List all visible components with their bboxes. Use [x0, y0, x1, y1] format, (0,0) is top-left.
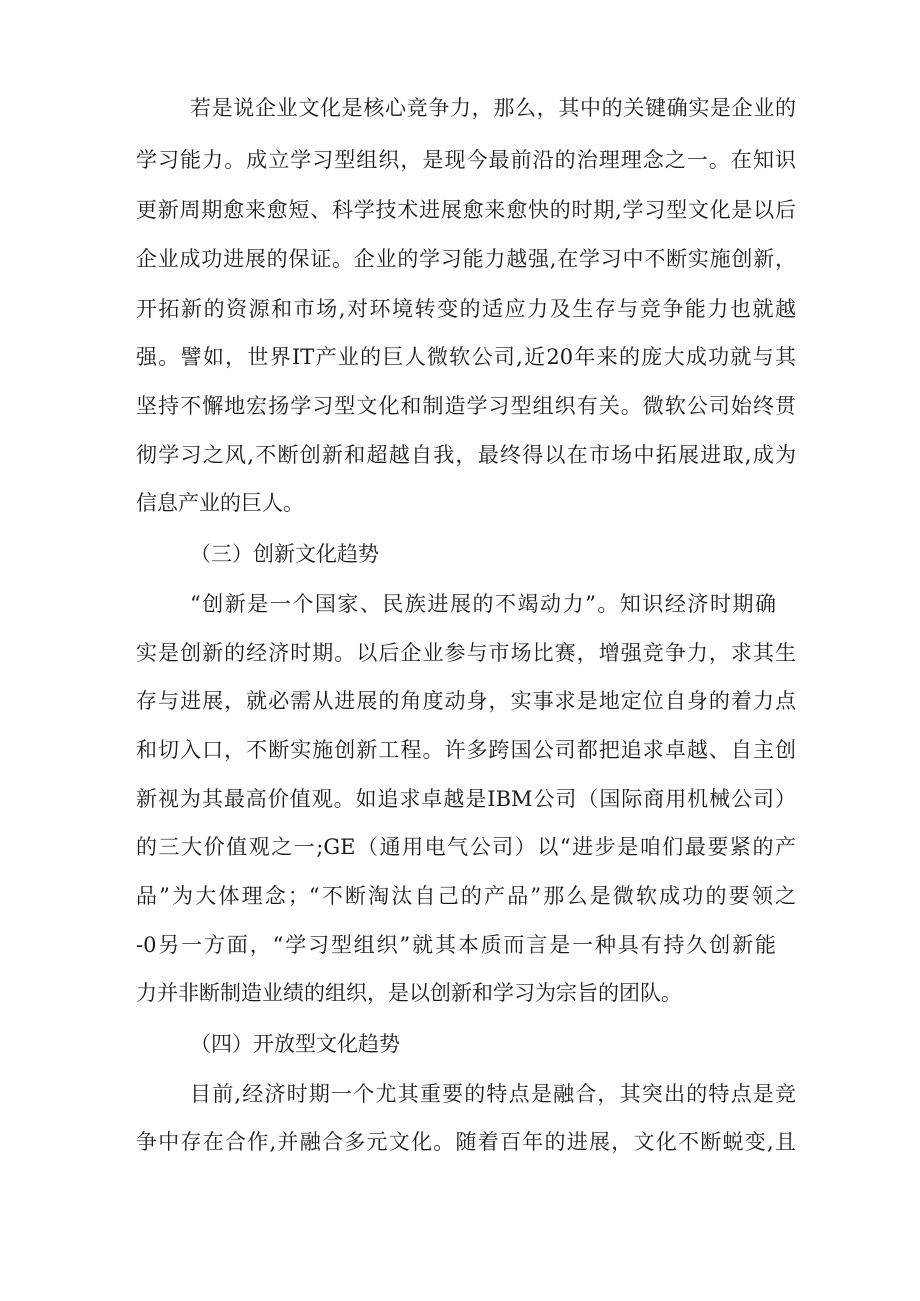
section-heading: （四）开放型文化趋势	[190, 1032, 400, 1056]
paragraph-line: 若是说企业文化是核心竞争力，那么，其中的关键确实是企业的	[190, 96, 796, 120]
paragraph-line: -0另一方面，“学习型组织”就其本质而言是一种具有持久创新能	[136, 933, 776, 957]
paragraph-line: 新视为其最高价值观。如追求卓越是IBM公司（国际商用机械公司）	[136, 787, 796, 811]
paragraph-line: 学习能力。成立学习型组织，是现今最前沿的治理理念之一。在知识	[136, 148, 796, 172]
paragraph-line: 信息产业的巨人。	[136, 491, 304, 515]
paragraph-line: 目前,经济时期一个尤其重要的特点是融合，其突出的特点是竞	[190, 1082, 796, 1106]
paragraph-line: 更新周期愈来愈短、科学技术进展愈来愈快的时期,学习型文化是以后	[136, 198, 796, 222]
paragraph-line: 品”为大体理念；“不断淘汰自己的产品”那么是微软成功的要领之	[136, 884, 796, 908]
paragraph-line: 彻学习之风,不断创新和超越自我，最终得以在市场中拓展进取,成为	[136, 443, 796, 467]
paragraph-line: 争中存在合作,并融合多元文化。随着百年的进展，文化不断蜕变,且	[136, 1130, 796, 1154]
paragraph-line: 强。譬如，世界IT产业的巨人微软公司,近20年来的庞大成功就与其	[136, 345, 796, 369]
paragraph-line: 实是创新的经济时期。以后企业参与市场比赛，增强竞争力，求其生	[136, 641, 796, 665]
paragraph-line: 坚持不懈地宏扬学习型文化和制造学习型组织有关。微软公司始终贯	[136, 394, 796, 418]
paragraph-line: 企业成功进展的保证。企业的学习能力越强,在学习中不断实施创新，	[136, 247, 796, 271]
paragraph-line: 的三大价值观之一;GE（通用电气公司）以“进步是咱们最要紧的产	[136, 835, 796, 859]
section-heading: （三）创新文化趋势	[190, 542, 379, 566]
paragraph-line: 力并非断制造业绩的组织，是以创新和学习为宗旨的团队。	[136, 981, 682, 1005]
paragraph-line: 存与进展，就必需从进展的角度动身，实事求是地定位自身的着力点	[136, 689, 796, 713]
paragraph-line: “创新是一个国家、民族进展的不竭动力”。知识经济时期确	[190, 592, 776, 616]
paragraph-line: 开拓新的资源和市场,对环境转变的适应力及生存与竞争能力也就越	[136, 297, 796, 321]
paragraph-line: 和切入口，不断实施创新工程。许多跨国公司都把追求卓越、自主创	[136, 738, 796, 762]
